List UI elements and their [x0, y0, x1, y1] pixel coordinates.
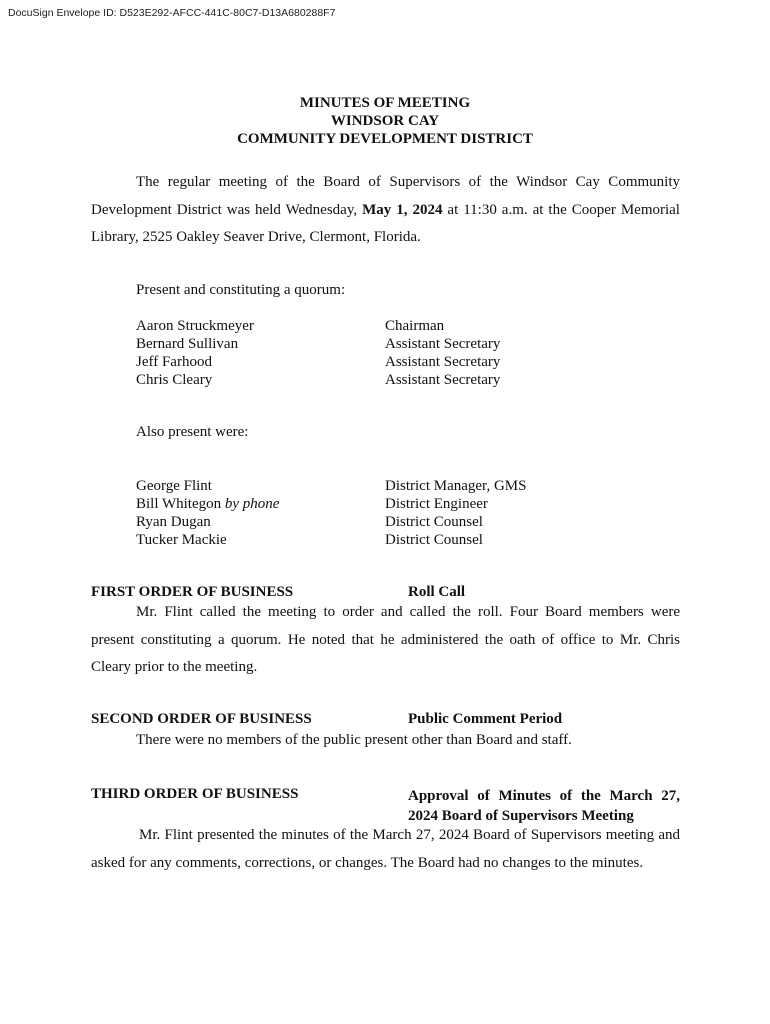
section-body: Mr. Flint presented the minutes of the March 27, 2024 Board of Supervisors meeting and asked for any comments, corrections, or changes. The Board had no changes to the minutes.: [91, 827, 680, 871]
member-name: Bill Whitegon: [136, 496, 225, 512]
member-role: Chairman: [385, 318, 445, 334]
intro-paragraph: [91, 169, 680, 252]
member-name: Ryan Dugan: [136, 514, 211, 530]
list-item: [136, 495, 526, 513]
envelope-id: DocuSign Envelope ID: D523E292-AFCC-441C-80C7-D13A680288F7: [8, 7, 336, 19]
title-line: WINDSOR CAY: [330, 113, 440, 129]
section-topic: Roll Call: [408, 584, 466, 600]
section-body: Mr. Flint called the meeting to order and called the roll. Four Board members were present constituting a quorum. He noted that he administered the oath of office to Mr. Chris Cleary prior to the meeting.: [91, 604, 680, 675]
member-role: District Counsel: [385, 532, 483, 548]
member-role: District Counsel: [385, 514, 483, 530]
section-topic: Public Comment Period: [408, 711, 563, 727]
quorum-label: Present and constituting a quorum:: [136, 282, 346, 298]
document-title: [0, 94, 770, 148]
meeting-date: May 1, 2024: [362, 201, 443, 218]
also-present-label: Also present were:: [136, 424, 249, 440]
member-name: George Flint: [136, 478, 212, 494]
member-role: District Manager, GMS: [385, 478, 527, 494]
section-topic: Approval of Minutes of the March 27, 2024 Board of Supervisors Meeting: [408, 788, 680, 824]
attendance-note: by phone: [224, 496, 280, 512]
section-text: [91, 822, 680, 877]
list-item: [136, 477, 526, 495]
list-item: [136, 371, 500, 389]
list-item: [136, 335, 500, 353]
member-role: Assistant Secretary: [385, 354, 501, 370]
list-item: [136, 531, 526, 549]
list-item: [136, 513, 526, 531]
member-role: Assistant Secretary: [385, 372, 501, 388]
intro-text: at 11:30 a.m. at the Cooper Memorial Library, 2525 Oakley Seaver Drive, Clermont, Florida.: [91, 201, 680, 245]
member-name: Bernard Sullivan: [136, 336, 239, 352]
also-present-list: [136, 477, 526, 549]
member-role: District Engineer: [385, 496, 488, 512]
title-line: MINUTES OF MEETING: [299, 95, 471, 111]
member-name: Chris Cleary: [136, 372, 213, 388]
section-heading: SECOND ORDER OF BUSINESS: [91, 711, 312, 727]
section-text: [91, 599, 680, 682]
intro-text: The regular meeting of the Board of Supervisors of the Windsor Cay Community Development District was held Wednesday,: [91, 174, 680, 218]
member-name: Jeff Farhood: [136, 354, 212, 370]
section-heading: FIRST ORDER OF BUSINESS: [91, 584, 294, 600]
member-name: Aaron Struckmeyer: [136, 318, 254, 334]
member-role: Assistant Secretary: [385, 336, 501, 352]
list-item: [136, 353, 500, 371]
list-item: [136, 317, 500, 335]
section-body: There were no members of the public present other than Board and staff.: [136, 732, 572, 748]
member-name: Tucker Mackie: [136, 532, 227, 548]
section-text: [91, 727, 680, 755]
section-heading: THIRD ORDER OF BUSINESS: [91, 786, 299, 802]
title-line: COMMUNITY DEVELOPMENT DISTRICT: [237, 131, 533, 147]
quorum-list: [136, 317, 500, 389]
